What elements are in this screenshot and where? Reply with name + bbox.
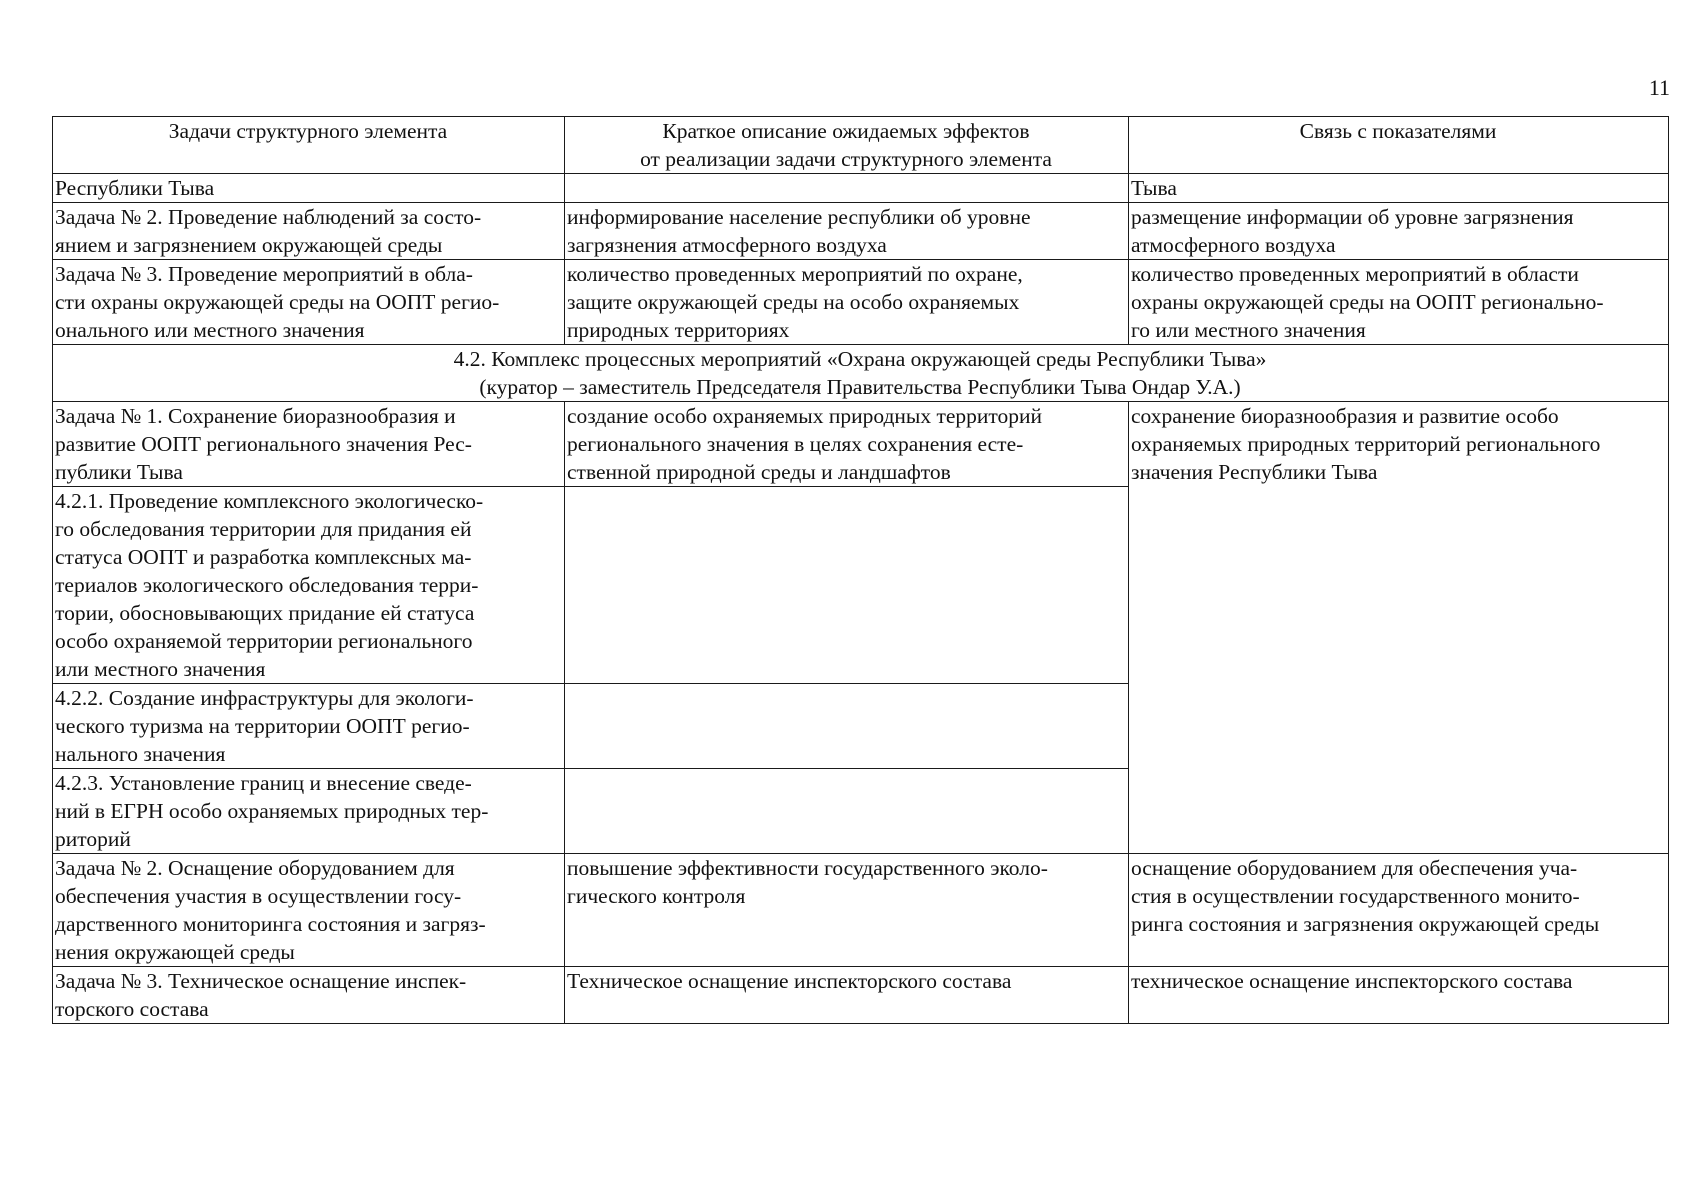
effect-cell — [565, 967, 1129, 1024]
task-cell — [53, 203, 565, 260]
cell-text-line: загрязнения атмосферного воздуха — [567, 233, 887, 257]
cell-text-line: обеспечения участия в осуществлении госу- — [55, 884, 462, 908]
effect-cell — [565, 854, 1129, 967]
cell-text-line: сти охраны окружающей среды на ООПТ регио- — [55, 290, 500, 314]
cell-text-line: размещение информации об уровне загрязнения — [1131, 205, 1574, 229]
cell-text-line: янием и загрязнением окружающей среды — [55, 233, 443, 257]
effect-cell — [565, 402, 1129, 487]
cell-text-line: 4.2.2. Создание инфраструктуры для экологи- — [55, 686, 474, 710]
indicator-cell — [1129, 854, 1669, 967]
subtask-cell — [53, 684, 565, 769]
indicator-cell — [1129, 260, 1669, 345]
cell-text-line: ческого туризма на территории ООПТ регио- — [55, 714, 470, 738]
cell-text-line: Задачи структурного элемента — [168, 119, 448, 143]
header-tasks — [53, 117, 565, 174]
cell-text-line: го или местного значения — [1131, 318, 1366, 342]
cell-text-line: 4.2.3. Установление границ и внесение сведе- — [55, 771, 472, 795]
cell-text-line: Задача № 3. Техническое оснащение инспек- — [55, 969, 467, 993]
cell-text-line: Краткое описание ожидаемых эффектов — [662, 119, 1030, 143]
cell-text-line: атмосферного воздуха — [1131, 233, 1336, 257]
cell-text-line: ний в ЕГРН особо охраняемых природных тер- — [55, 799, 489, 823]
cell-text-line: нального значения — [55, 742, 226, 766]
cell-text-line: Техническое оснащение инспекторского состава — [567, 969, 1012, 993]
cell-text-line: нения окружающей среды — [55, 940, 295, 964]
effect-cell — [565, 174, 1129, 203]
cell-text-line: Тыва — [1131, 176, 1177, 200]
table-row — [53, 260, 1669, 345]
cell-text-line: го обследования территории для придания ей — [55, 517, 472, 541]
cell-text-line: Задача № 2. Проведение наблюдений за состо- — [55, 205, 482, 229]
cell-text-line: оснащение оборудованием для обеспечения уча- — [1131, 856, 1578, 880]
section-title: 4.2. Комплекс процессных мероприятий «Охрана окружающей среды Республики Тыва» — [453, 347, 1267, 371]
cell-text-line: количество проведенных мероприятий по охране, — [567, 262, 1023, 286]
indicator-cell — [1129, 967, 1669, 1024]
cell-text-line: териалов экологического обследования терри- — [55, 573, 479, 597]
cell-text-line: тории, обосновывающих придание ей статуса — [55, 601, 475, 625]
indicator-cell — [1129, 203, 1669, 260]
cell-text-line: публики Тыва — [55, 460, 183, 484]
cell-text-line: Задача № 1. Сохранение биоразнообразия и — [55, 404, 456, 428]
cell-text-line: количество проведенных мероприятий в области — [1131, 262, 1579, 286]
subtask-cell — [53, 769, 565, 854]
effect-cell — [565, 260, 1129, 345]
task-cell — [53, 854, 565, 967]
table-row — [53, 854, 1669, 967]
cell-text-line: гического контроля — [567, 884, 746, 908]
cell-text-line: техническое оснащение инспекторского состава — [1131, 969, 1573, 993]
cell-text-line: особо охраняемой территории регионального — [55, 629, 473, 653]
cell-text-line: информирование население республики об уровне — [567, 205, 1031, 229]
cell-text-line: природных территориях — [567, 318, 790, 342]
cell-text-line: охраны окружающей среды на ООПТ регионально- — [1131, 290, 1604, 314]
cell-text-line: создание особо охраняемых природных территорий — [567, 404, 1043, 428]
tasks-table — [52, 116, 1669, 1024]
cell-text-line: ринга состояния и загрязнения окружающей среды — [1131, 912, 1600, 936]
task-cell — [53, 260, 565, 345]
cell-text-line: торского состава — [55, 997, 209, 1021]
cell-text-line: Задача № 3. Проведение мероприятий в обла- — [55, 262, 473, 286]
cell-text-line: статуса ООПТ и разработка комплексных ма- — [55, 545, 472, 569]
cell-text-line: охраняемых природных территорий регионального — [1131, 432, 1601, 456]
indicator-cell — [1129, 174, 1669, 203]
cell-text-line: онального или местного значения — [55, 318, 365, 342]
section-curator: (куратор – заместитель Председателя Правительства Республики Тыва Ондар У.А.) — [479, 375, 1241, 399]
effect-cell-empty — [565, 769, 1129, 854]
table-row — [53, 203, 1669, 260]
task-cell — [53, 402, 565, 487]
cell-text-line: сохранение биоразнообразия и развитие особо — [1131, 404, 1559, 428]
task-cell — [53, 174, 565, 203]
section-row — [53, 345, 1669, 402]
cell-text-line: ственной природной среды и ландшафтов — [567, 460, 951, 484]
cell-text-line: от реализации задачи структурного элемента — [640, 147, 1052, 171]
cell-text-line: дарственного мониторинга состояния и загряз- — [55, 912, 486, 936]
table-header-row — [53, 117, 1669, 174]
cell-text-line: Связь с показателями — [1299, 119, 1497, 143]
cell-text-line: развитие ООПТ регионального значения Рес- — [55, 432, 472, 456]
header-effects — [565, 117, 1129, 174]
task-cell — [53, 967, 565, 1024]
header-indicators — [1129, 117, 1669, 174]
cell-text-line: регионального значения в целях сохранения есте- — [567, 432, 1024, 456]
subtask-cell — [53, 487, 565, 684]
page-number: 11 — [1648, 75, 1670, 100]
table-row — [53, 967, 1669, 1024]
cell-text-line: значения Республики Тыва — [1131, 460, 1378, 484]
effect-cell-empty — [565, 684, 1129, 769]
table-row — [53, 402, 1669, 487]
cell-text-line: Задача № 2. Оснащение оборудованием для — [55, 856, 455, 880]
cell-text-line: Республики Тыва — [55, 176, 215, 200]
section-heading — [53, 345, 1669, 402]
cell-text-line: стия в осуществлении государственного монито- — [1131, 884, 1580, 908]
indicator-cell-merged — [1129, 402, 1669, 854]
cell-text-line: 4.2.1. Проведение комплексного экологическо- — [55, 489, 484, 513]
cell-text-line: защите окружающей среды на особо охраняемых — [567, 290, 1020, 314]
effect-cell-empty — [565, 487, 1129, 684]
cell-text-line: или местного значения — [55, 657, 266, 681]
effect-cell — [565, 203, 1129, 260]
cell-text-line: риторий — [55, 827, 131, 851]
cell-text-line: повышение эффективности государственного эколо- — [567, 856, 1048, 880]
table-row — [53, 174, 1669, 203]
